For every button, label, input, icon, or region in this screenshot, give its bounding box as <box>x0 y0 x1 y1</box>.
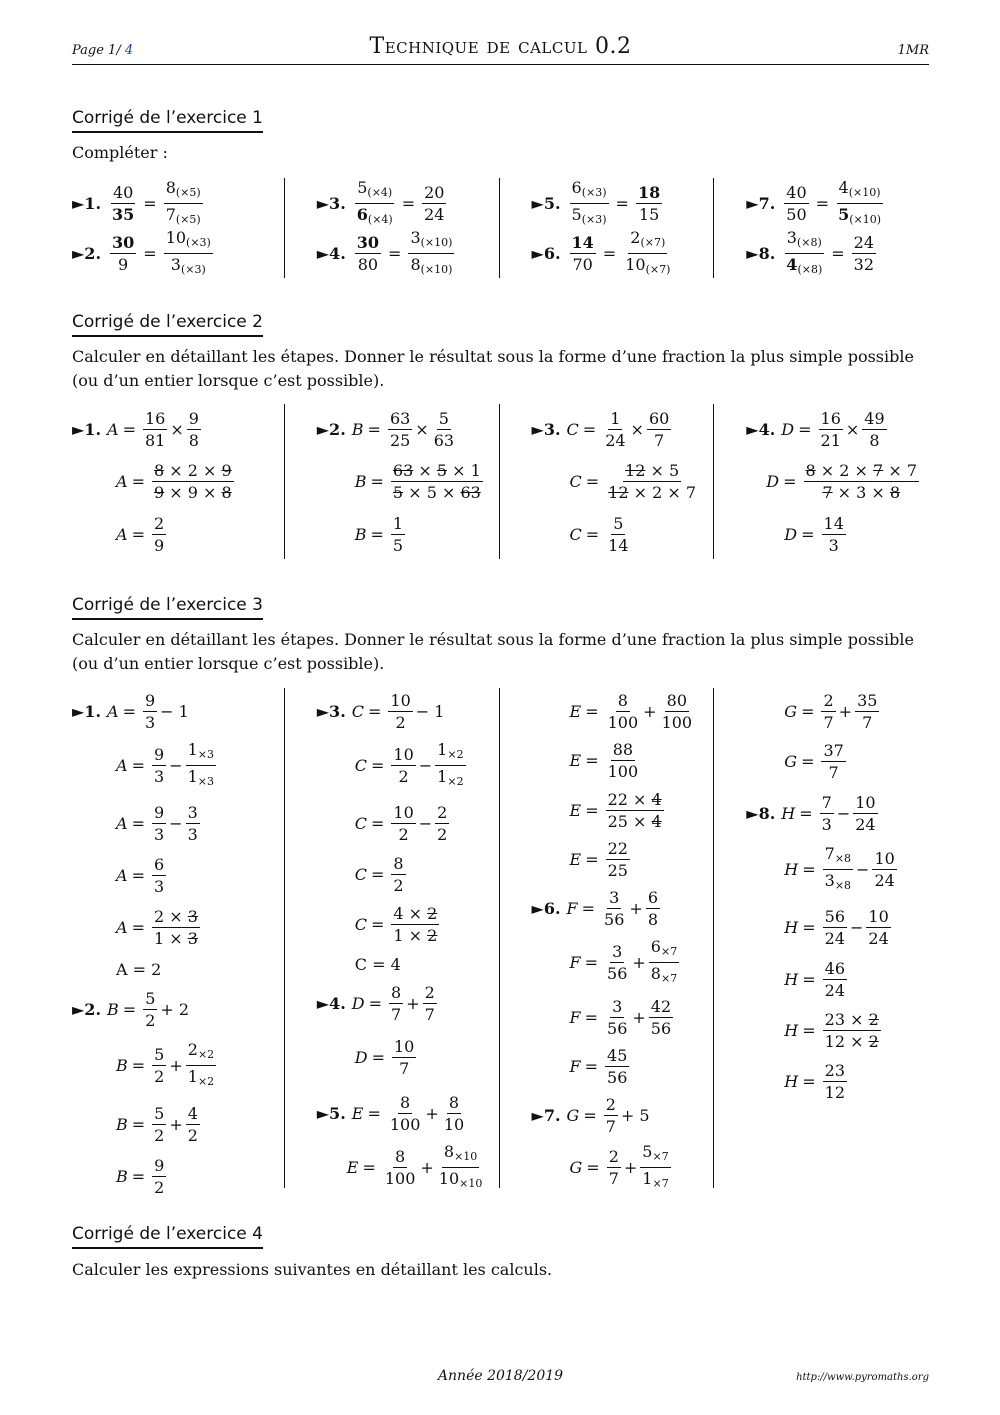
ex3-col-3 <box>500 688 715 1188</box>
math-line: D = $\frac{14}{3}$ <box>784 513 844 555</box>
fraction: $\frac{24}{32}$ <box>853 232 875 274</box>
fraction: $\frac{40}{35}$ <box>112 182 135 224</box>
fraction: $\frac{1}{5}$ <box>392 513 404 555</box>
math-line: C = $\frac{4 \times 2}{1 \times 2}$ <box>354 903 438 945</box>
fraction: $\frac{20}{24}$ <box>424 182 445 224</box>
math-line: E = $\frac{8}{100}$ + $\frac{80}{100}$ <box>569 691 693 732</box>
math-line: E = $\frac{22 \times 4}{25 \times 4}$ <box>569 789 662 831</box>
fraction: $\frac{9}{2}$ <box>154 1155 165 1197</box>
fraction: $\frac{4(\times 10)}{5(\times 10)}$ <box>838 177 881 226</box>
fraction: $\frac{7}{3}$ <box>821 792 832 834</box>
ex2-col-4 <box>714 404 929 559</box>
ex2-col-3 <box>500 404 715 559</box>
math-line: A = $\frac{9}{3}$ − $\frac{3}{3}$ <box>116 802 198 844</box>
fraction: $\frac{6\times 7}{8\times 7}$ <box>650 936 678 985</box>
fraction: $\frac{2}{7}$ <box>424 982 435 1024</box>
exercise-1-col-2 <box>285 178 500 278</box>
math-line: G = $\frac{2}{7}$ + $\frac{35}{7}$ <box>784 691 878 732</box>
fraction: $\frac{7\times 8}{3\times 8}$ <box>824 843 852 892</box>
exercise-1-col-1 <box>72 178 285 278</box>
fraction: $\frac{8}{100}$ <box>389 1092 421 1134</box>
fraction: $\frac{10}{24}$ <box>855 792 876 834</box>
fraction: $\frac{10}{2}$ <box>390 691 411 732</box>
fraction: $\frac{10}{24}$ <box>874 848 895 890</box>
fraction: $\frac{56}{24}$ <box>824 906 845 948</box>
ex1-item-1: ►1. $\frac{40}{35}$ = $\frac{8(\times 5)}{7(\times 5)}$ <box>72 178 284 228</box>
fraction: $\frac{3}{3}$ <box>187 802 198 844</box>
fraction: $\frac{3}{56}$ <box>607 941 628 983</box>
fraction: $\frac{8\times 10}{10\times 10}$ <box>438 1141 483 1190</box>
fraction: $\frac{49}{8}$ <box>864 408 885 450</box>
math-line: ►2. B = $\frac{63}{25}$ × $\frac{5}{63}$ <box>316 408 455 450</box>
math-line: F = $\frac{45}{56}$ <box>569 1045 628 1087</box>
math-line: H = $\frac{46}{24}$ <box>784 958 845 1000</box>
fraction: $\frac{6}{8}$ <box>647 887 658 929</box>
exercise-3-title: Corrigé de l’exercice 3 <box>72 595 263 620</box>
fraction: $\frac{12 \times 5}{12 \times 2 \times 7}$ <box>608 461 697 502</box>
math-line: ►3. C = $\frac{10}{2}$ − 1 <box>316 691 445 732</box>
math-line: H = $\frac{23 \times 2}{12 \times 2}$ <box>784 1009 879 1051</box>
fraction: $\frac{63}{25}$ <box>389 408 411 450</box>
fraction: $\frac{2(\times 7)}{10(\times 7)}$ <box>625 227 671 276</box>
ex1-item-4: ►4. $\frac{30}{80}$ = $\frac{3(\times 10)}{8(\times 10)}$ <box>317 228 499 278</box>
math-line: C = $\frac{8}{2}$ <box>354 853 404 895</box>
math-line: G = $\frac{37}{7}$ <box>784 740 844 782</box>
fraction: $\frac{2}{2}$ <box>437 802 448 844</box>
footer-site-link[interactable]: http://www.pyromaths.org <box>796 1372 929 1383</box>
math-line: C = $\frac{12 \times 5}{12 \times 2 \times 7}$ <box>569 461 697 502</box>
fraction: $\frac{16}{21}$ <box>820 408 841 450</box>
ex1-item-5: ►5. $\frac{6(\times 3)}{5(\times 3)}$ = $\frac{18}{15}$ <box>532 178 714 228</box>
fraction: $\frac{5}{2}$ <box>145 988 156 1030</box>
fraction: $\frac{2 \times 3}{1 \times 3}$ <box>153 906 198 948</box>
ex1-item-8: ►8. $\frac{3(\times 8)}{4(\times 8)}$ = $\frac{24}{32}$ <box>746 228 929 278</box>
math-line: C = $\frac{10}{2}$ − $\frac{1\times 2}{1\times 2}$ <box>317 735 499 795</box>
ex1-item-7: ►7. $\frac{40}{50}$ = $\frac{4(\times 10)}{5(\times 10)}$ <box>746 178 929 228</box>
fraction: $\frac{3}{56}$ <box>607 996 628 1038</box>
footer-year: Année 2018/2019 <box>437 1368 564 1384</box>
ex2-col-2 <box>285 404 500 559</box>
math-line: H = $\frac{56}{24}$ − $\frac{10}{24}$ <box>784 906 889 948</box>
fraction: $\frac{1\times 3}{1\times 3}$ <box>187 739 214 788</box>
fraction: $\frac{14}{70}$ <box>571 232 594 274</box>
fraction: $\frac{3(\times 8)}{4(\times 8)}$ <box>786 227 823 276</box>
fraction: $\frac{5}{2}$ <box>154 1044 165 1086</box>
fraction: $\frac{8 \times 2 \times 7 \times 7}{7 \times 3 \times 8}$ <box>805 461 917 502</box>
math-line: F = $\frac{3}{56}$ + $\frac{42}{56}$ <box>569 996 672 1038</box>
ex3-col-1 <box>72 688 285 1197</box>
fraction: $\frac{10}{24}$ <box>868 906 889 948</box>
fraction: $\frac{23}{12}$ <box>824 1060 845 1102</box>
ex1-item-3: ►3. $\frac{5(\times 4)}{6(\times 4)}$ = $\frac{20}{24}$ <box>317 178 499 228</box>
fraction: $\frac{60}{7}$ <box>648 408 670 450</box>
fraction: $\frac{42}{56}$ <box>650 996 672 1038</box>
math-line: G = $\frac{2}{7}$ + $\frac{5\times 7}{1\times 7}$ <box>532 1141 714 1193</box>
exercise-1-instruction: Compléter : <box>72 143 168 162</box>
exercise-4-title: Corrigé de l’exercice 4 <box>72 1224 263 1249</box>
fraction: $\frac{6(\times 3)}{5(\times 3)}$ <box>571 177 607 226</box>
ex3-col-4 <box>714 688 929 1188</box>
ex1-item-6: ►6. $\frac{14}{70}$ = $\frac{2(\times 7)}{10(\times 7)}$ <box>532 228 714 278</box>
fraction: $\frac{18}{15}$ <box>637 182 661 224</box>
page-number: Page 1/ 4 <box>72 43 134 58</box>
fraction: $\frac{3}{56}$ <box>604 887 625 929</box>
exercise-2-title: Corrigé de l’exercice 2 <box>72 312 263 337</box>
fraction: $\frac{8(\times 5)}{7(\times 5)}$ <box>165 177 201 226</box>
class-label: 1MR <box>897 43 929 58</box>
math-line: H = $\frac{7\times 8}{3\times 8}$ − $\frac{10}{24}$ <box>746 839 929 899</box>
math-line: D = $\frac{10}{7}$ <box>354 1036 415 1078</box>
fraction: $\frac{1\times 2}{1\times 2}$ <box>437 739 464 788</box>
fraction: $\frac{8}{7}$ <box>391 982 402 1024</box>
fraction: $\frac{88}{100}$ <box>607 739 639 781</box>
fraction: $\frac{5}{14}$ <box>608 513 629 555</box>
fraction: $\frac{9}{3}$ <box>144 691 156 732</box>
math-line: E = $\frac{8}{100}$ + $\frac{8\times 10}{10\times 10}$ <box>317 1141 499 1193</box>
fraction: $\frac{2}{7}$ <box>823 691 834 732</box>
fraction: $\frac{1}{24}$ <box>605 408 626 450</box>
math-line: E = $\frac{22}{25}$ <box>569 838 628 880</box>
exercise-3-grid <box>72 688 929 1197</box>
math-line: H = $\frac{23}{12}$ <box>784 1060 845 1102</box>
exercise-4-instruction: Calculer les expressions suivantes en détaillant les calculs. <box>72 1260 553 1279</box>
fraction: $\frac{5(\times 4)}{6(\times 4)}$ <box>356 177 393 226</box>
math-line: A = $\frac{2 \times 3}{1 \times 3}$ <box>116 906 198 948</box>
math-line: B = $\frac{63 \times 5 \times 1}{5 \times 5 \times 63}$ <box>354 461 481 502</box>
fraction: $\frac{80}{100}$ <box>661 691 693 732</box>
math-line: B = $\frac{5}{2}$ + $\frac{4}{2}$ <box>116 1103 198 1145</box>
fraction: $\frac{22}{25}$ <box>607 838 628 880</box>
ex2-col-1 <box>72 404 285 559</box>
math-line: A = $\frac{9}{3}$ − $\frac{1\times 3}{1\times 3}$ <box>72 735 284 795</box>
fraction: $\frac{40}{50}$ <box>786 182 807 224</box>
exercise-3-instruction: Calculer en détaillant les étapes. Donner le résultat sous la forme d’une fraction la plus simple possible (ou d’un entier lorsque c’est possible). <box>72 630 914 673</box>
math-line: ►4. D = $\frac{16}{21}$ × $\frac{49}{8}$ <box>746 408 885 450</box>
math-line: C = 4 <box>354 954 401 974</box>
exercise-1-grid <box>72 178 929 278</box>
math-line: F = $\frac{3}{56}$ + $\frac{6\times 7}{8\times 7}$ <box>532 933 714 991</box>
fraction: $\frac{6}{3}$ <box>153 854 165 896</box>
fraction: $\frac{9}{8}$ <box>188 408 199 450</box>
fraction: $\frac{10}{2}$ <box>393 744 414 786</box>
fraction: $\frac{2}{9}$ <box>153 513 165 555</box>
fraction: $\frac{23 \times 2}{12 \times 2}$ <box>824 1009 879 1051</box>
fraction: $\frac{5\times 7}{1\times 7}$ <box>642 1141 669 1190</box>
math-line: ►7. G = $\frac{2}{7}$ + 5 <box>531 1094 650 1136</box>
fraction: $\frac{63 \times 5 \times 1}{5 \times 5 \times 63}$ <box>392 461 481 502</box>
fraction: $\frac{8 \times 2 \times 9}{9 \times 9 \times 8}$ <box>153 461 232 502</box>
math-line: C = $\frac{10}{2}$ − $\frac{2}{2}$ <box>354 802 448 844</box>
fraction: $\frac{4 \times 2}{1 \times 2}$ <box>393 903 438 945</box>
math-line: A = $\frac{6}{3}$ <box>116 854 165 896</box>
fraction: $\frac{5}{63}$ <box>433 408 455 450</box>
math-line: B = $\frac{9}{2}$ <box>116 1155 165 1197</box>
fraction: $\frac{14}{3}$ <box>823 513 844 555</box>
document-page <box>72 0 929 1415</box>
math-line: B = $\frac{1}{5}$ <box>354 513 404 555</box>
fraction: $\frac{45}{56}$ <box>607 1045 628 1087</box>
fraction: $\frac{10}{2}$ <box>393 802 414 844</box>
ex3-col-2 <box>285 688 500 1188</box>
math-line: ►6. F = $\frac{3}{56}$ + $\frac{6}{8}$ <box>531 887 658 929</box>
math-line: ►8. H = $\frac{7}{3}$ − $\frac{10}{24}$ <box>746 792 876 834</box>
math-line: ►3. C = $\frac{1}{24}$ × $\frac{60}{7}$ <box>531 408 670 450</box>
fraction: $\frac{10(\times 3)}{3(\times 3)}$ <box>165 227 211 276</box>
page-title: Technique de calcul 0.2 <box>369 34 632 59</box>
page-header <box>72 34 929 65</box>
fraction: $\frac{16}{81}$ <box>144 408 166 450</box>
exercise-1-col-3 <box>500 178 715 278</box>
exercise-1-col-4 <box>714 178 929 278</box>
math-line: A = 2 <box>116 959 162 979</box>
fraction: $\frac{9}{3}$ <box>153 744 165 786</box>
ex1-item-2: ►2. $\frac{30}{9}$ = $\frac{10(\times 3)}{3(\times 3)}$ <box>72 228 284 278</box>
fraction: $\frac{30}{80}$ <box>356 232 380 274</box>
fraction: $\frac{2}{7}$ <box>605 1094 616 1136</box>
fraction: $\frac{2\times 2}{1\times 2}$ <box>187 1039 215 1088</box>
fraction: $\frac{3(\times 10)}{8(\times 10)}$ <box>410 227 453 276</box>
fraction: $\frac{9}{3}$ <box>153 802 165 844</box>
math-line: C = $\frac{5}{14}$ <box>569 513 629 555</box>
fraction: $\frac{46}{24}$ <box>824 958 845 1000</box>
fraction: $\frac{37}{7}$ <box>823 740 844 782</box>
fraction: $\frac{10}{7}$ <box>393 1036 415 1078</box>
fraction: $\frac{35}{7}$ <box>857 691 878 732</box>
fraction: $\frac{8}{2}$ <box>393 853 404 895</box>
fraction: $\frac{8}{10}$ <box>443 1092 465 1134</box>
fraction: $\frac{8}{100}$ <box>384 1146 416 1188</box>
page-total-link[interactable]: 4 <box>124 43 134 58</box>
exercise-1-title: Corrigé de l’exercice 1 <box>72 108 263 133</box>
math-line: B = $\frac{5}{2}$ + $\frac{2\times 2}{1\times 2}$ <box>72 1035 284 1095</box>
fraction: $\frac{8}{100}$ <box>607 691 639 732</box>
math-line: A = $\frac{8 \times 2 \times 9}{9 \times 9 \times 8}$ <box>116 461 232 502</box>
math-line: E = $\frac{88}{100}$ <box>569 739 639 781</box>
fraction: $\frac{5}{2}$ <box>154 1103 165 1145</box>
math-line: ►1. A = $\frac{16}{81}$ × $\frac{9}{8}$ <box>72 408 199 450</box>
fraction: $\frac{4}{2}$ <box>187 1103 198 1145</box>
math-line: A = $\frac{2}{9}$ <box>116 513 165 555</box>
fraction: $\frac{2}{7}$ <box>608 1146 619 1188</box>
exercise-2-instruction: Calculer en détaillant les étapes. Donner le résultat sous la forme d’une fraction la plus simple possible (ou d’un entier lorsque c’est possible). <box>72 347 914 390</box>
math-line: ►2. B = $\frac{5}{2}$ + 2 <box>72 988 190 1030</box>
exercise-2-grid <box>72 404 929 559</box>
math-line: D = $\frac{8 \times 2 \times 7 \times 7}{7 \times 3 \times 8}$ <box>766 461 917 502</box>
math-line: ►5. E = $\frac{8}{100}$ + $\frac{8}{10}$ <box>316 1092 465 1134</box>
math-line: ►1. A = $\frac{9}{3}$ − 1 <box>72 691 189 732</box>
fraction: $\frac{22 \times 4}{25 \times 4}$ <box>607 789 662 831</box>
fraction: $\frac{30}{9}$ <box>112 232 135 274</box>
math-line: ►4. D = $\frac{8}{7}$ + $\frac{2}{7}$ <box>316 982 435 1024</box>
